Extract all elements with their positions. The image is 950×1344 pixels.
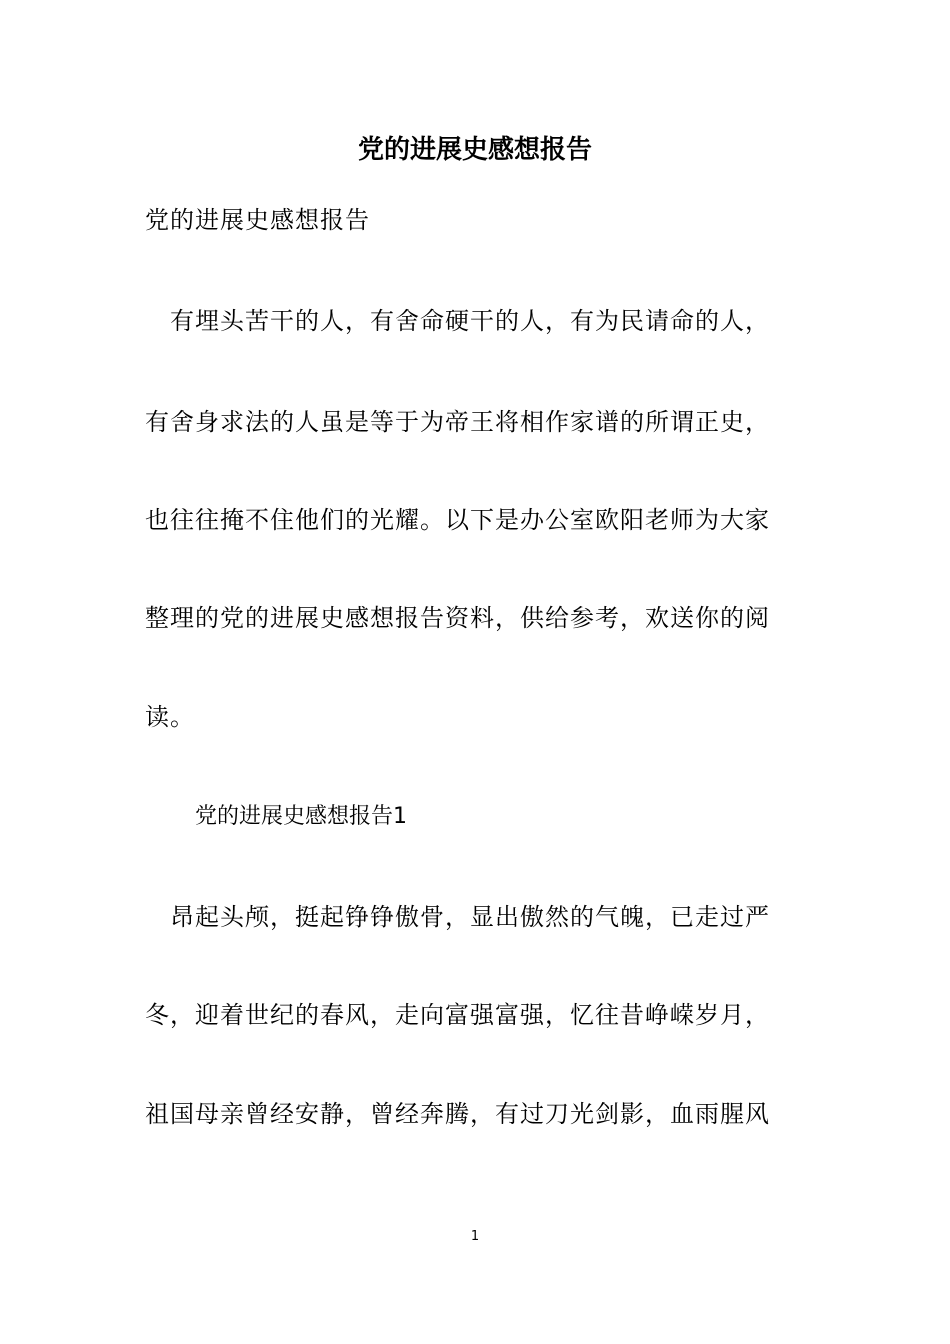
section-line-2: 冬，迎着世纪的春风，走向富强富强，忆往昔峥嵘岁月，	[145, 1001, 770, 1029]
page-number: 1	[470, 1229, 480, 1244]
intro-line-5: 读。	[145, 703, 195, 731]
intro-line-4: 整理的党的进展史感想报告资料，供给参考，欢送你的阅	[145, 604, 770, 632]
section-line-3: 祖国母亲曾经安静，曾经奔腾，有过刀光剑影，血雨腥风	[145, 1100, 770, 1128]
intro-line-1: 有埋头苦干的人，有舍命硬干的人，有为民请命的人，	[145, 307, 770, 335]
intro-line-2: 有舍身求法的人虽是等于为帝王将相作家谱的所谓正史，	[145, 408, 770, 436]
section-heading: 党的进展史感想报告1	[195, 804, 407, 829]
document-subtitle: 党的进展史感想报告	[145, 206, 370, 234]
intro-line-3: 也往往掩不住他们的光耀。以下是办公室欧阳老师为大家	[145, 506, 770, 534]
document-title: 党的进展史感想报告	[357, 135, 592, 165]
section-line-1: 昂起头颅，挺起铮铮傲骨，显出傲然的气魄，已走过严	[145, 903, 770, 931]
